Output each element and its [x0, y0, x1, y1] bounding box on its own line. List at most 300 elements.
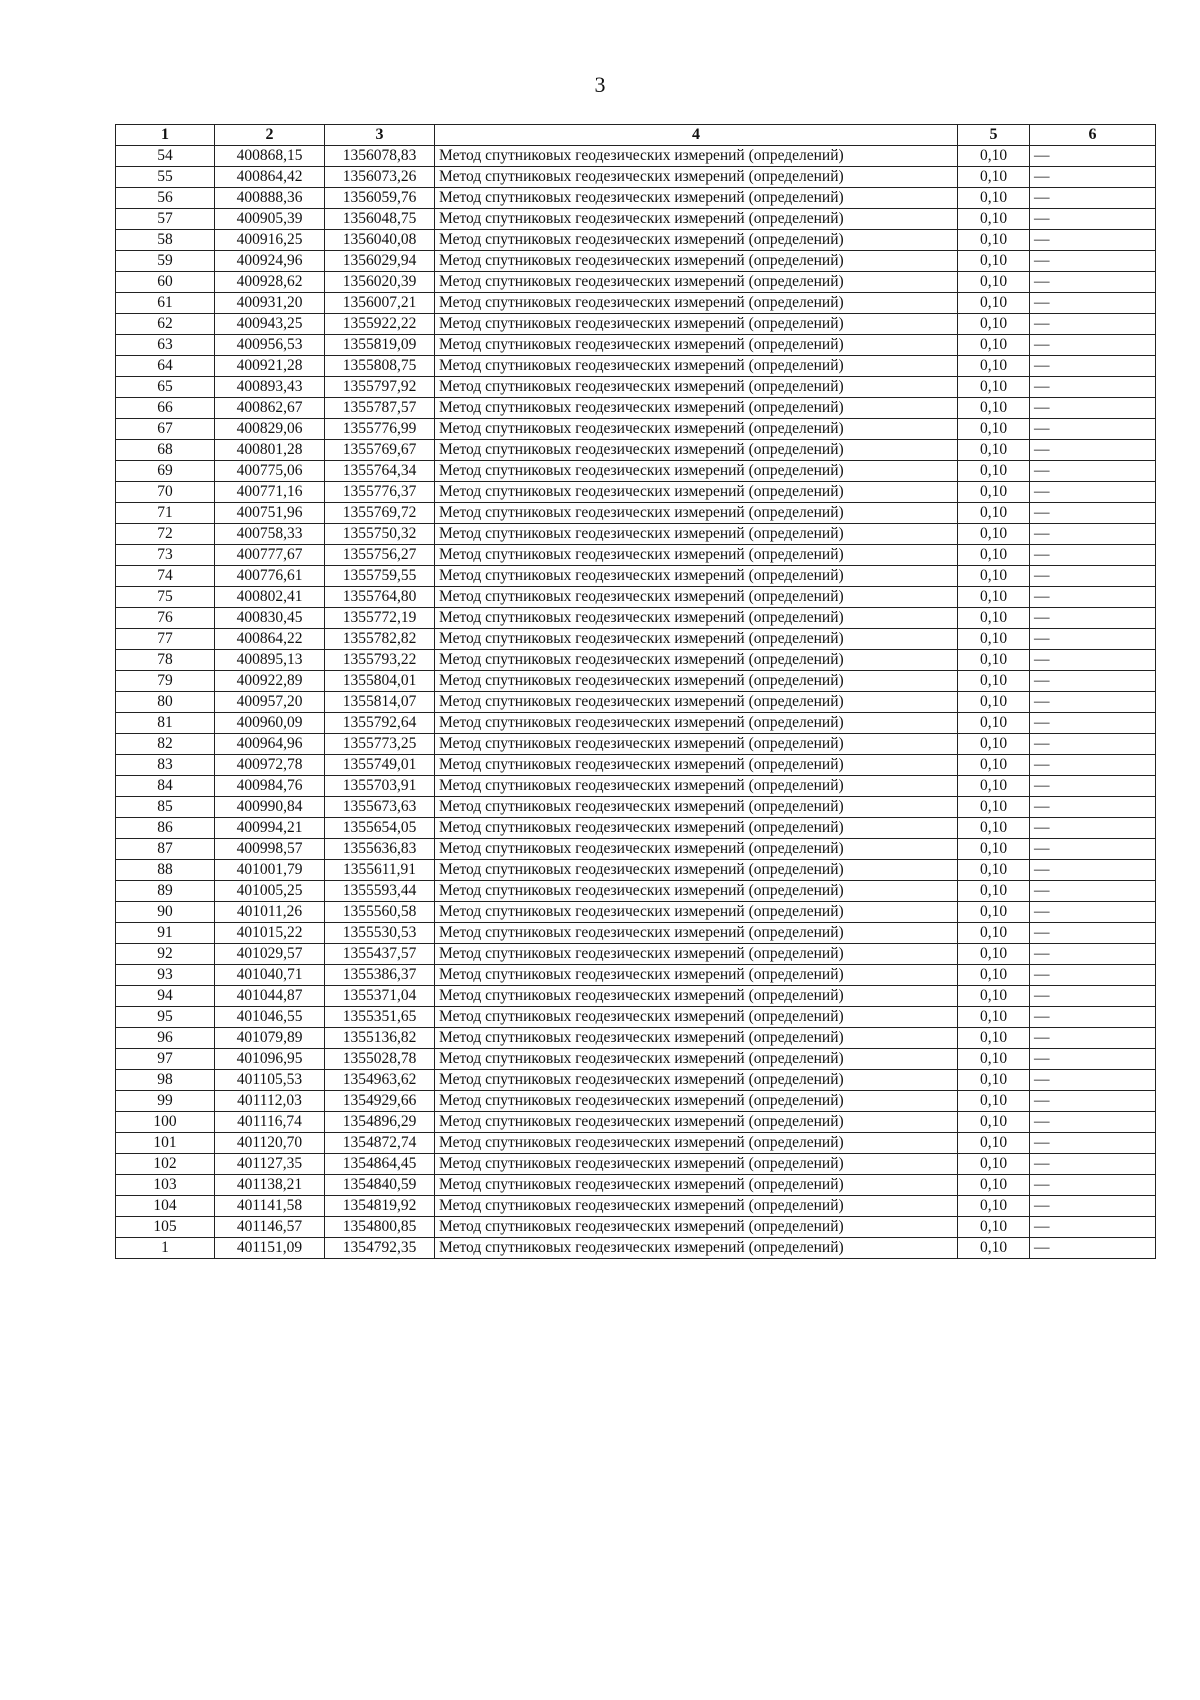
note-cell: — — [1030, 629, 1156, 650]
table-row — [116, 755, 1156, 776]
method-cell: Метод спутниковых геодезических измерений (определений) — [435, 146, 958, 167]
x-coordinate-cell: 401029,57 — [215, 944, 325, 965]
method-cell: Метод спутниковых геодезических измерений (определений) — [435, 629, 958, 650]
y-coordinate-cell: 1355772,19 — [325, 608, 435, 629]
x-coordinate-cell: 401127,35 — [215, 1154, 325, 1175]
point-number-cell: 104 — [116, 1196, 215, 1217]
point-number-cell: 91 — [116, 923, 215, 944]
y-coordinate-cell: 1356073,26 — [325, 167, 435, 188]
accuracy-cell: 0,10 — [958, 587, 1030, 608]
note-cell: — — [1030, 839, 1156, 860]
y-coordinate-cell: 1354896,29 — [325, 1112, 435, 1133]
point-number-cell: 86 — [116, 818, 215, 839]
note-cell: — — [1030, 167, 1156, 188]
accuracy-cell: 0,10 — [958, 839, 1030, 860]
accuracy-cell: 0,10 — [958, 1154, 1030, 1175]
table-row — [116, 335, 1156, 356]
x-coordinate-cell: 400905,39 — [215, 209, 325, 230]
y-coordinate-cell: 1355673,63 — [325, 797, 435, 818]
point-number-cell: 95 — [116, 1007, 215, 1028]
accuracy-cell: 0,10 — [958, 629, 1030, 650]
y-coordinate-cell: 1355611,91 — [325, 860, 435, 881]
point-number-cell: 81 — [116, 713, 215, 734]
point-number-cell: 71 — [116, 503, 215, 524]
accuracy-cell: 0,10 — [958, 1028, 1030, 1049]
method-cell: Метод спутниковых геодезических измерений (определений) — [435, 314, 958, 335]
table-row — [116, 692, 1156, 713]
note-cell: — — [1030, 1028, 1156, 1049]
table-body — [116, 146, 1156, 1259]
column-header-x: 2 — [215, 125, 325, 146]
accuracy-cell: 0,10 — [958, 692, 1030, 713]
table-row — [116, 650, 1156, 671]
table-row — [116, 251, 1156, 272]
point-number-cell: 96 — [116, 1028, 215, 1049]
point-number-cell: 56 — [116, 188, 215, 209]
point-number-cell: 70 — [116, 482, 215, 503]
note-cell: — — [1030, 1133, 1156, 1154]
note-cell: — — [1030, 650, 1156, 671]
point-number-cell: 102 — [116, 1154, 215, 1175]
point-number-cell: 85 — [116, 797, 215, 818]
y-coordinate-cell: 1355797,92 — [325, 377, 435, 398]
table-row — [116, 188, 1156, 209]
y-coordinate-cell: 1354929,66 — [325, 1091, 435, 1112]
point-number-cell: 61 — [116, 293, 215, 314]
point-number-cell: 76 — [116, 608, 215, 629]
table-row — [116, 377, 1156, 398]
table-row — [116, 1175, 1156, 1196]
accuracy-cell: 0,10 — [958, 356, 1030, 377]
point-number-cell: 77 — [116, 629, 215, 650]
point-number-cell: 69 — [116, 461, 215, 482]
y-coordinate-cell: 1355386,37 — [325, 965, 435, 986]
x-coordinate-cell: 400801,28 — [215, 440, 325, 461]
table-row — [116, 776, 1156, 797]
table-row — [116, 167, 1156, 188]
note-cell: — — [1030, 188, 1156, 209]
x-coordinate-cell: 400960,09 — [215, 713, 325, 734]
note-cell: — — [1030, 776, 1156, 797]
method-cell: Метод спутниковых геодезических измерений (определений) — [435, 1217, 958, 1238]
table-row — [116, 797, 1156, 818]
accuracy-cell: 0,10 — [958, 944, 1030, 965]
table-row — [116, 1091, 1156, 1112]
note-cell: — — [1030, 545, 1156, 566]
method-cell: Метод спутниковых геодезических измерений (определений) — [435, 482, 958, 503]
x-coordinate-cell: 401116,74 — [215, 1112, 325, 1133]
y-coordinate-cell: 1354840,59 — [325, 1175, 435, 1196]
x-coordinate-cell: 400775,06 — [215, 461, 325, 482]
x-coordinate-cell: 401138,21 — [215, 1175, 325, 1196]
point-number-cell: 88 — [116, 860, 215, 881]
note-cell: — — [1030, 209, 1156, 230]
x-coordinate-cell: 401120,70 — [215, 1133, 325, 1154]
point-number-cell: 101 — [116, 1133, 215, 1154]
y-coordinate-cell: 1354792,35 — [325, 1238, 435, 1259]
table-row — [116, 1217, 1156, 1238]
note-cell: — — [1030, 377, 1156, 398]
x-coordinate-cell: 400998,57 — [215, 839, 325, 860]
note-cell: — — [1030, 965, 1156, 986]
note-cell: — — [1030, 566, 1156, 587]
x-coordinate-cell: 400957,20 — [215, 692, 325, 713]
table-row — [116, 356, 1156, 377]
method-cell: Метод спутниковых геодезических измерений (определений) — [435, 734, 958, 755]
y-coordinate-cell: 1355787,57 — [325, 398, 435, 419]
accuracy-cell: 0,10 — [958, 251, 1030, 272]
note-cell: — — [1030, 986, 1156, 1007]
accuracy-cell: 0,10 — [958, 1238, 1030, 1259]
x-coordinate-cell: 400802,41 — [215, 587, 325, 608]
note-cell: — — [1030, 524, 1156, 545]
table-row — [116, 1154, 1156, 1175]
method-cell: Метод спутниковых геодезических измерений (определений) — [435, 839, 958, 860]
note-cell: — — [1030, 272, 1156, 293]
column-header-accuracy: 5 — [958, 125, 1030, 146]
y-coordinate-cell: 1355776,99 — [325, 419, 435, 440]
y-coordinate-cell: 1356020,39 — [325, 272, 435, 293]
point-number-cell: 1 — [116, 1238, 215, 1259]
table-row — [116, 566, 1156, 587]
method-cell: Метод спутниковых геодезических измерений (определений) — [435, 419, 958, 440]
y-coordinate-cell: 1354864,45 — [325, 1154, 435, 1175]
coordinates-table — [115, 124, 1156, 1259]
y-coordinate-cell: 1355028,78 — [325, 1049, 435, 1070]
table-row — [116, 1007, 1156, 1028]
note-cell: — — [1030, 461, 1156, 482]
point-number-cell: 100 — [116, 1112, 215, 1133]
x-coordinate-cell: 400990,84 — [215, 797, 325, 818]
x-coordinate-cell: 401040,71 — [215, 965, 325, 986]
y-coordinate-cell: 1356078,83 — [325, 146, 435, 167]
point-number-cell: 66 — [116, 398, 215, 419]
y-coordinate-cell: 1355782,82 — [325, 629, 435, 650]
point-number-cell: 65 — [116, 377, 215, 398]
y-coordinate-cell: 1356040,08 — [325, 230, 435, 251]
note-cell: — — [1030, 1238, 1156, 1259]
y-coordinate-cell: 1354872,74 — [325, 1133, 435, 1154]
accuracy-cell: 0,10 — [958, 209, 1030, 230]
y-coordinate-cell: 1355703,91 — [325, 776, 435, 797]
point-number-cell: 62 — [116, 314, 215, 335]
x-coordinate-cell: 400994,21 — [215, 818, 325, 839]
x-coordinate-cell: 400916,25 — [215, 230, 325, 251]
x-coordinate-cell: 401146,57 — [215, 1217, 325, 1238]
x-coordinate-cell: 400895,13 — [215, 650, 325, 671]
y-coordinate-cell: 1356029,94 — [325, 251, 435, 272]
method-cell: Метод спутниковых геодезических измерений (определений) — [435, 1070, 958, 1091]
accuracy-cell: 0,10 — [958, 314, 1030, 335]
note-cell: — — [1030, 1154, 1156, 1175]
x-coordinate-cell: 401044,87 — [215, 986, 325, 1007]
x-coordinate-cell: 400864,42 — [215, 167, 325, 188]
method-cell: Метод спутниковых геодезических измерений (определений) — [435, 545, 958, 566]
point-number-cell: 72 — [116, 524, 215, 545]
accuracy-cell: 0,10 — [958, 377, 1030, 398]
x-coordinate-cell: 401011,26 — [215, 902, 325, 923]
note-cell: — — [1030, 944, 1156, 965]
accuracy-cell: 0,10 — [958, 860, 1030, 881]
x-coordinate-cell: 400943,25 — [215, 314, 325, 335]
accuracy-cell: 0,10 — [958, 1217, 1030, 1238]
method-cell: Метод спутниковых геодезических измерений (определений) — [435, 1238, 958, 1259]
y-coordinate-cell: 1355636,83 — [325, 839, 435, 860]
table-row — [116, 1112, 1156, 1133]
table-row — [116, 1049, 1156, 1070]
table-row — [116, 398, 1156, 419]
note-cell: — — [1030, 419, 1156, 440]
table-row — [116, 524, 1156, 545]
method-cell: Метод спутниковых геодезических измерений (определений) — [435, 356, 958, 377]
accuracy-cell: 0,10 — [958, 923, 1030, 944]
accuracy-cell: 0,10 — [958, 461, 1030, 482]
point-number-cell: 82 — [116, 734, 215, 755]
point-number-cell: 57 — [116, 209, 215, 230]
table-row — [116, 839, 1156, 860]
table-row — [116, 146, 1156, 167]
table-row — [116, 587, 1156, 608]
y-coordinate-cell: 1355764,34 — [325, 461, 435, 482]
note-cell: — — [1030, 881, 1156, 902]
note-cell: — — [1030, 713, 1156, 734]
method-cell: Метод спутниковых геодезических измерений (определений) — [435, 902, 958, 923]
method-cell: Метод спутниковых геодезических измерений (определений) — [435, 881, 958, 902]
accuracy-cell: 0,10 — [958, 272, 1030, 293]
note-cell: — — [1030, 587, 1156, 608]
note-cell: — — [1030, 923, 1156, 944]
note-cell: — — [1030, 734, 1156, 755]
table-row — [116, 1133, 1156, 1154]
y-coordinate-cell: 1355560,58 — [325, 902, 435, 923]
page-number: 3 — [594, 72, 606, 97]
method-cell: Метод спутниковых геодезических измерений (определений) — [435, 377, 958, 398]
point-number-cell: 97 — [116, 1049, 215, 1070]
y-coordinate-cell: 1355371,04 — [325, 986, 435, 1007]
x-coordinate-cell: 400751,96 — [215, 503, 325, 524]
table-row — [116, 293, 1156, 314]
note-cell: — — [1030, 503, 1156, 524]
point-number-cell: 58 — [116, 230, 215, 251]
x-coordinate-cell: 400776,61 — [215, 566, 325, 587]
note-cell: — — [1030, 146, 1156, 167]
accuracy-cell: 0,10 — [958, 188, 1030, 209]
note-cell: — — [1030, 1217, 1156, 1238]
table-row — [116, 209, 1156, 230]
method-cell: Метод спутниковых геодезических измерений (определений) — [435, 965, 958, 986]
x-coordinate-cell: 400984,76 — [215, 776, 325, 797]
x-coordinate-cell: 401046,55 — [215, 1007, 325, 1028]
x-coordinate-cell: 401096,95 — [215, 1049, 325, 1070]
point-number-cell: 98 — [116, 1070, 215, 1091]
point-number-cell: 84 — [116, 776, 215, 797]
method-cell: Метод спутниковых геодезических измерений (определений) — [435, 503, 958, 524]
point-number-cell: 83 — [116, 755, 215, 776]
table-row — [116, 1238, 1156, 1259]
accuracy-cell: 0,10 — [958, 1175, 1030, 1196]
method-cell: Метод спутниковых геодезических измерений (определений) — [435, 923, 958, 944]
y-coordinate-cell: 1355750,32 — [325, 524, 435, 545]
accuracy-cell: 0,10 — [958, 1091, 1030, 1112]
method-cell: Метод спутниковых геодезических измерений (определений) — [435, 524, 958, 545]
column-header-point-number: 1 — [116, 125, 215, 146]
x-coordinate-cell: 400972,78 — [215, 755, 325, 776]
y-coordinate-cell: 1355759,55 — [325, 566, 435, 587]
y-coordinate-cell: 1355814,07 — [325, 692, 435, 713]
accuracy-cell: 0,10 — [958, 965, 1030, 986]
x-coordinate-cell: 400862,67 — [215, 398, 325, 419]
x-coordinate-cell: 400830,45 — [215, 608, 325, 629]
accuracy-cell: 0,10 — [958, 797, 1030, 818]
method-cell: Метод спутниковых геодезических измерений (определений) — [435, 650, 958, 671]
point-number-cell: 90 — [116, 902, 215, 923]
point-number-cell: 63 — [116, 335, 215, 356]
x-coordinate-cell: 401001,79 — [215, 860, 325, 881]
x-coordinate-cell: 401141,58 — [215, 1196, 325, 1217]
x-coordinate-cell: 400758,33 — [215, 524, 325, 545]
method-cell: Метод спутниковых геодезических измерений (определений) — [435, 818, 958, 839]
point-number-cell: 59 — [116, 251, 215, 272]
method-cell: Метод спутниковых геодезических измерений (определений) — [435, 1133, 958, 1154]
x-coordinate-cell: 400931,20 — [215, 293, 325, 314]
note-cell: — — [1030, 1007, 1156, 1028]
accuracy-cell: 0,10 — [958, 650, 1030, 671]
point-number-cell: 75 — [116, 587, 215, 608]
y-coordinate-cell: 1356059,76 — [325, 188, 435, 209]
y-coordinate-cell: 1355136,82 — [325, 1028, 435, 1049]
note-cell: — — [1030, 482, 1156, 503]
table-row — [116, 881, 1156, 902]
x-coordinate-cell: 401112,03 — [215, 1091, 325, 1112]
y-coordinate-cell: 1356007,21 — [325, 293, 435, 314]
accuracy-cell: 0,10 — [958, 335, 1030, 356]
y-coordinate-cell: 1355351,65 — [325, 1007, 435, 1028]
column-header-y: 3 — [325, 125, 435, 146]
note-cell: — — [1030, 692, 1156, 713]
note-cell: — — [1030, 1091, 1156, 1112]
accuracy-cell: 0,10 — [958, 1070, 1030, 1091]
y-coordinate-cell: 1355776,37 — [325, 482, 435, 503]
table-row — [116, 713, 1156, 734]
x-coordinate-cell: 400964,96 — [215, 734, 325, 755]
method-cell: Метод спутниковых геодезических измерений (определений) — [435, 335, 958, 356]
table-row — [116, 965, 1156, 986]
table-row — [116, 1070, 1156, 1091]
accuracy-cell: 0,10 — [958, 1049, 1030, 1070]
x-coordinate-cell: 401005,25 — [215, 881, 325, 902]
note-cell: — — [1030, 902, 1156, 923]
column-header-method: 4 — [435, 125, 958, 146]
table-row — [116, 482, 1156, 503]
point-number-cell: 80 — [116, 692, 215, 713]
table-row — [116, 671, 1156, 692]
point-number-cell: 55 — [116, 167, 215, 188]
table-row — [116, 923, 1156, 944]
method-cell: Метод спутниковых геодезических измерений (определений) — [435, 1028, 958, 1049]
note-cell: — — [1030, 755, 1156, 776]
table-row — [116, 230, 1156, 251]
note-cell: — — [1030, 398, 1156, 419]
method-cell: Метод спутниковых геодезических измерений (определений) — [435, 440, 958, 461]
method-cell: Метод спутниковых геодезических измерений (определений) — [435, 608, 958, 629]
x-coordinate-cell: 401015,22 — [215, 923, 325, 944]
method-cell: Метод спутниковых геодезических измерений (определений) — [435, 1091, 958, 1112]
note-cell: — — [1030, 440, 1156, 461]
method-cell: Метод спутниковых геодезических измерений (определений) — [435, 209, 958, 230]
method-cell: Метод спутниковых геодезических измерений (определений) — [435, 1007, 958, 1028]
method-cell: Метод спутниковых геодезических измерений (определений) — [435, 776, 958, 797]
table-row — [116, 545, 1156, 566]
method-cell: Метод спутниковых геодезических измерений (определений) — [435, 986, 958, 1007]
point-number-cell: 78 — [116, 650, 215, 671]
x-coordinate-cell: 401079,89 — [215, 1028, 325, 1049]
x-coordinate-cell: 400924,96 — [215, 251, 325, 272]
method-cell: Метод спутниковых геодезических измерений (определений) — [435, 671, 958, 692]
point-number-cell: 68 — [116, 440, 215, 461]
note-cell: — — [1030, 314, 1156, 335]
point-number-cell: 93 — [116, 965, 215, 986]
y-coordinate-cell: 1355593,44 — [325, 881, 435, 902]
method-cell: Метод спутниковых геодезических измерений (определений) — [435, 272, 958, 293]
accuracy-cell: 0,10 — [958, 482, 1030, 503]
note-cell: — — [1030, 335, 1156, 356]
note-cell: — — [1030, 356, 1156, 377]
note-cell: — — [1030, 818, 1156, 839]
accuracy-cell: 0,10 — [958, 398, 1030, 419]
accuracy-cell: 0,10 — [958, 1007, 1030, 1028]
point-number-cell: 60 — [116, 272, 215, 293]
y-coordinate-cell: 1355819,09 — [325, 335, 435, 356]
method-cell: Метод спутниковых геодезических измерений (определений) — [435, 188, 958, 209]
accuracy-cell: 0,10 — [958, 776, 1030, 797]
note-cell: — — [1030, 608, 1156, 629]
y-coordinate-cell: 1355756,27 — [325, 545, 435, 566]
table-row — [116, 944, 1156, 965]
table-header-row — [116, 125, 1156, 146]
point-number-cell: 99 — [116, 1091, 215, 1112]
point-number-cell: 54 — [116, 146, 215, 167]
table-row — [116, 734, 1156, 755]
table-row — [116, 419, 1156, 440]
y-coordinate-cell: 1355437,57 — [325, 944, 435, 965]
method-cell: Метод спутниковых геодезических измерений (определений) — [435, 860, 958, 881]
x-coordinate-cell: 400864,22 — [215, 629, 325, 650]
column-header-note: 6 — [1030, 125, 1156, 146]
method-cell: Метод спутниковых геодезических измерений (определений) — [435, 230, 958, 251]
accuracy-cell: 0,10 — [958, 818, 1030, 839]
table-row — [116, 902, 1156, 923]
accuracy-cell: 0,10 — [958, 419, 1030, 440]
accuracy-cell: 0,10 — [958, 608, 1030, 629]
x-coordinate-cell: 400771,16 — [215, 482, 325, 503]
method-cell: Метод спутниковых геодезических измерений (определений) — [435, 713, 958, 734]
point-number-cell: 73 — [116, 545, 215, 566]
x-coordinate-cell: 400922,89 — [215, 671, 325, 692]
point-number-cell: 89 — [116, 881, 215, 902]
table-row — [116, 986, 1156, 1007]
table-row — [116, 503, 1156, 524]
table-row — [116, 440, 1156, 461]
y-coordinate-cell: 1355764,80 — [325, 587, 435, 608]
accuracy-cell: 0,10 — [958, 755, 1030, 776]
accuracy-cell: 0,10 — [958, 167, 1030, 188]
accuracy-cell: 0,10 — [958, 566, 1030, 587]
x-coordinate-cell: 400928,62 — [215, 272, 325, 293]
point-number-cell: 94 — [116, 986, 215, 1007]
method-cell: Метод спутниковых геодезических измерений (определений) — [435, 1175, 958, 1196]
method-cell: Метод спутниковых геодезических измерений (определений) — [435, 398, 958, 419]
y-coordinate-cell: 1355922,22 — [325, 314, 435, 335]
